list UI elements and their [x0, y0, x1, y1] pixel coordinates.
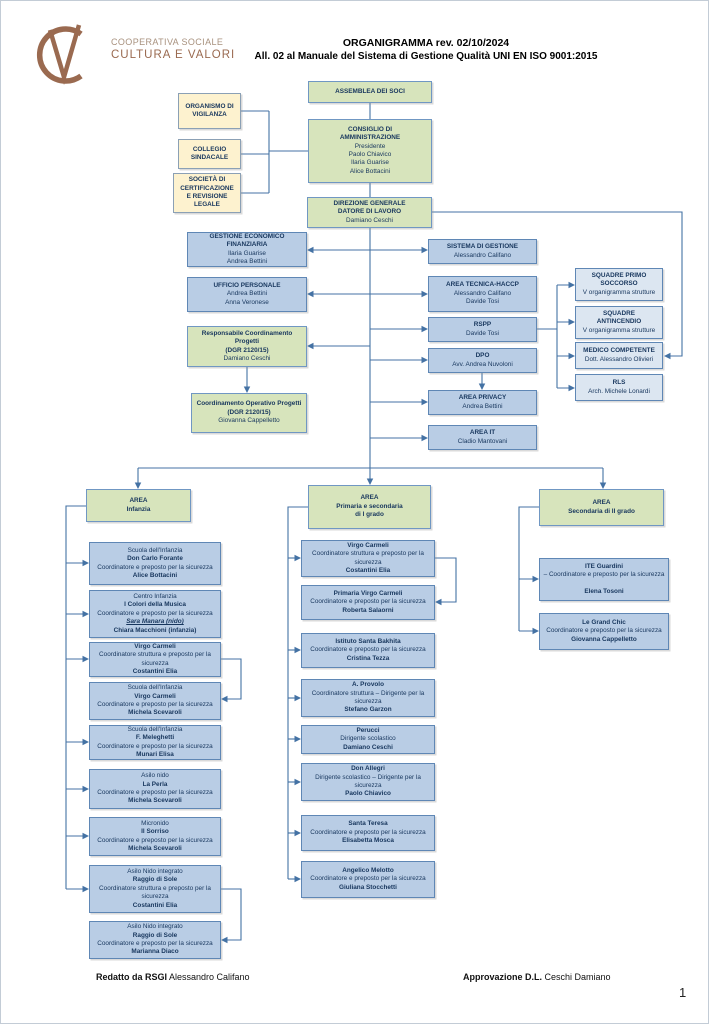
box-angelico-melotto: Angelico Melotto Coordinatore e preposto per la sicurezza Giuliana Stocchetti	[301, 861, 435, 898]
box-area-tecnica-haccp: AREA TECNICA-HACCP Alessandro Califano Davide Tosi	[428, 276, 537, 312]
box-virgo-carmeli-struttura: Virgo Carmeli Coordinatore struttura e preposto per la sicurezza Costantini Elia	[301, 540, 435, 577]
box-a-provolo: A. Provolo Coordinatore struttura – Dirigente per la sicurezza Stefano Garzon	[301, 679, 435, 717]
doc-title-line2: All. 02 al Manuale del Sistema di Gestione Qualità UNI EN ISO 9001:2015	[254, 51, 598, 62]
footer-redatto	[96, 972, 250, 982]
doc-title-line1: ORGANIGRAMMA rev. 02/10/2024	[342, 37, 510, 49]
box-area-it: AREA IT Cladio Mantovani	[428, 425, 537, 450]
box-le-grand-chic: Le Grand Chic Coordinatore e preposto per la sicurezza Giovanna Cappelletto	[539, 613, 669, 650]
box-area-secondaria-ii-grado: AREA Secondaria di II grado	[539, 489, 664, 526]
footer-approvazione	[463, 972, 611, 982]
box-collegio-sindacale: COLLEGIO SINDACALE	[178, 139, 241, 169]
box-responsabile-coordinamento-progetti: Responsabile Coordinamento Progetti (DGR 2120/15) Damiano Ceschi	[187, 326, 307, 367]
box-micronido-il-sorriso: Micronido Il Sorriso Coordinatore e preposto per la sicurezza Michela Scevaroli	[89, 817, 221, 856]
box-consiglio-di-amministrazione: CONSIGLIO DI AMMINISTRAZIONE Presidente Paolo Chiavico Ilaria Guarise Alice Bottacini	[308, 119, 432, 183]
box-sistema-di-gestione: SISTEMA DI GESTIONE Alessandro Califano	[428, 239, 537, 264]
box-area-infanzia: AREA Infanzia	[86, 489, 191, 522]
box-coordinamento-operativo-progetti: Coordinamento Operativo Progetti (DGR 2120/15) Giovanna Cappelletto	[191, 393, 307, 433]
box-squadre-antincendio: SQUADRE ANTINCENDIO V organigramma strutture	[575, 306, 663, 339]
box-organismo-di-vigilanza: ORGANISMO DI VIGILANZA	[178, 93, 241, 129]
box-dpo: DPO Avv. Andrea Nuvoloni	[428, 348, 537, 373]
box-ite-guardini: ITE Guardini – Coordinatore e preposto per la sicurezza Elena Tosoni	[539, 558, 669, 601]
box-scuola-don-carlo-forante: Scuola dell'Infanzia Don Carlo Forante Coordinatore e preposto per la sicurezza Alice Bottacini	[89, 542, 221, 585]
box-rls: RLS Arch. Michele Lonardi	[575, 374, 663, 401]
box-squadre-primo-soccorso: SQUADRE PRIMO SOCCORSO V organigramma strutture	[575, 268, 663, 301]
box-santa-teresa: Santa Teresa Coordinatore e preposto per la sicurezza Elisabetta Mosca	[301, 815, 435, 851]
box-area-privacy: AREA PRIVACY Andrea Bettini	[428, 390, 537, 415]
box-raggio-di-sole-struttura: Asilo Nido integrato Raggio di Sole Coordinatore struttura e preposto per la sicurezza Costantini Elia	[89, 865, 221, 913]
box-centro-infanzia-colori-della-musica: Centro Infanzia I Colori della Musica Coordinatore e preposto per la sicurezza Sara Manara (nido) Chiara Macchioni (infanzia)	[89, 590, 221, 638]
approvazione-name: Ceschi Damiano	[542, 972, 611, 982]
box-assemblea-dei-soci: ASSEMBLEA DEI SOCI	[308, 81, 432, 103]
box-area-primaria-secondaria: AREA Primaria e secondaria di I grado	[308, 485, 431, 529]
logo-title: CULTURA E VALORI	[111, 49, 236, 61]
box-societa-certificazione: SOCIETÀ DI CERTIFICAZIONE E REVISIONE LEGALE	[173, 173, 241, 213]
box-istituto-santa-bakhita: Istituto Santa Bakhita Coordinatore e preposto per la sicurezza Cristina Tezza	[301, 633, 435, 668]
company-logo	[29, 15, 235, 91]
box-scuola-infanzia-meleghetti: Scuola dell'Infanzia F. Meleghetti Coordinatore e preposto per la sicurezza Munari Elisa	[89, 725, 221, 760]
box-rspp: RSPP Davide Tosi	[428, 317, 537, 342]
document-title	[236, 37, 616, 62]
box-don-allegri: Don Allegri Dirigente scolastico – Dirigente per la sicurezza Paolo Chiavico	[301, 763, 435, 801]
page-number: 1	[679, 985, 687, 1000]
box-virgo-carmeli-struttura-infanzia: Virgo Carmeli Coordinatore struttura e preposto per la sicurezza Costantini Elia	[89, 642, 221, 677]
redatto-label: Redatto da RSGI	[96, 972, 168, 982]
box-scuola-infanzia-virgo-carmeli: Scuola dell'Infanzia Virgo Carmeli Coordinatore e preposto per la sicurezza Michela Scevaroli	[89, 682, 221, 720]
box-gestione-economico-finanziaria: GESTIONE ECONOMICO FINANZIARIA Ilaria Guarise Andrea Bettini	[187, 232, 307, 267]
box-ufficio-personale: UFFICIO PERSONALE Andrea Bettini Anna Veronese	[187, 277, 307, 312]
redatto-name: Alessandro Califano	[167, 972, 250, 982]
box-asilo-nido-la-perla: Asilo nido La Perla Coordinatore e preposto per la sicurezza Michela Scevaroli	[89, 769, 221, 809]
box-perucci: Perucci Dirigente scolastico Damiano Ceschi	[301, 725, 435, 754]
box-primaria-virgo-carmeli: Primaria Virgo Carmeli Coordinatore e preposto per la sicurezza Roberta Salaorni	[301, 585, 435, 620]
box-raggio-di-sole: Asilo Nido integrato Raggio di Sole Coordinatore e preposto per la sicurezza Marianna Diaco	[89, 921, 221, 959]
cv-logo-icon	[29, 15, 97, 91]
logo-subtitle: COOPERATIVA SOCIALE	[111, 37, 224, 47]
box-medico-competente: MEDICO COMPETENTE Dott. Alessandro Olivieri	[575, 342, 663, 369]
box-direzione-generale: DIREZIONE GENERALE DATORE DI LAVORO Damiano Ceschi	[307, 197, 432, 228]
approvazione-label: Approvazione D.L.	[463, 972, 543, 982]
